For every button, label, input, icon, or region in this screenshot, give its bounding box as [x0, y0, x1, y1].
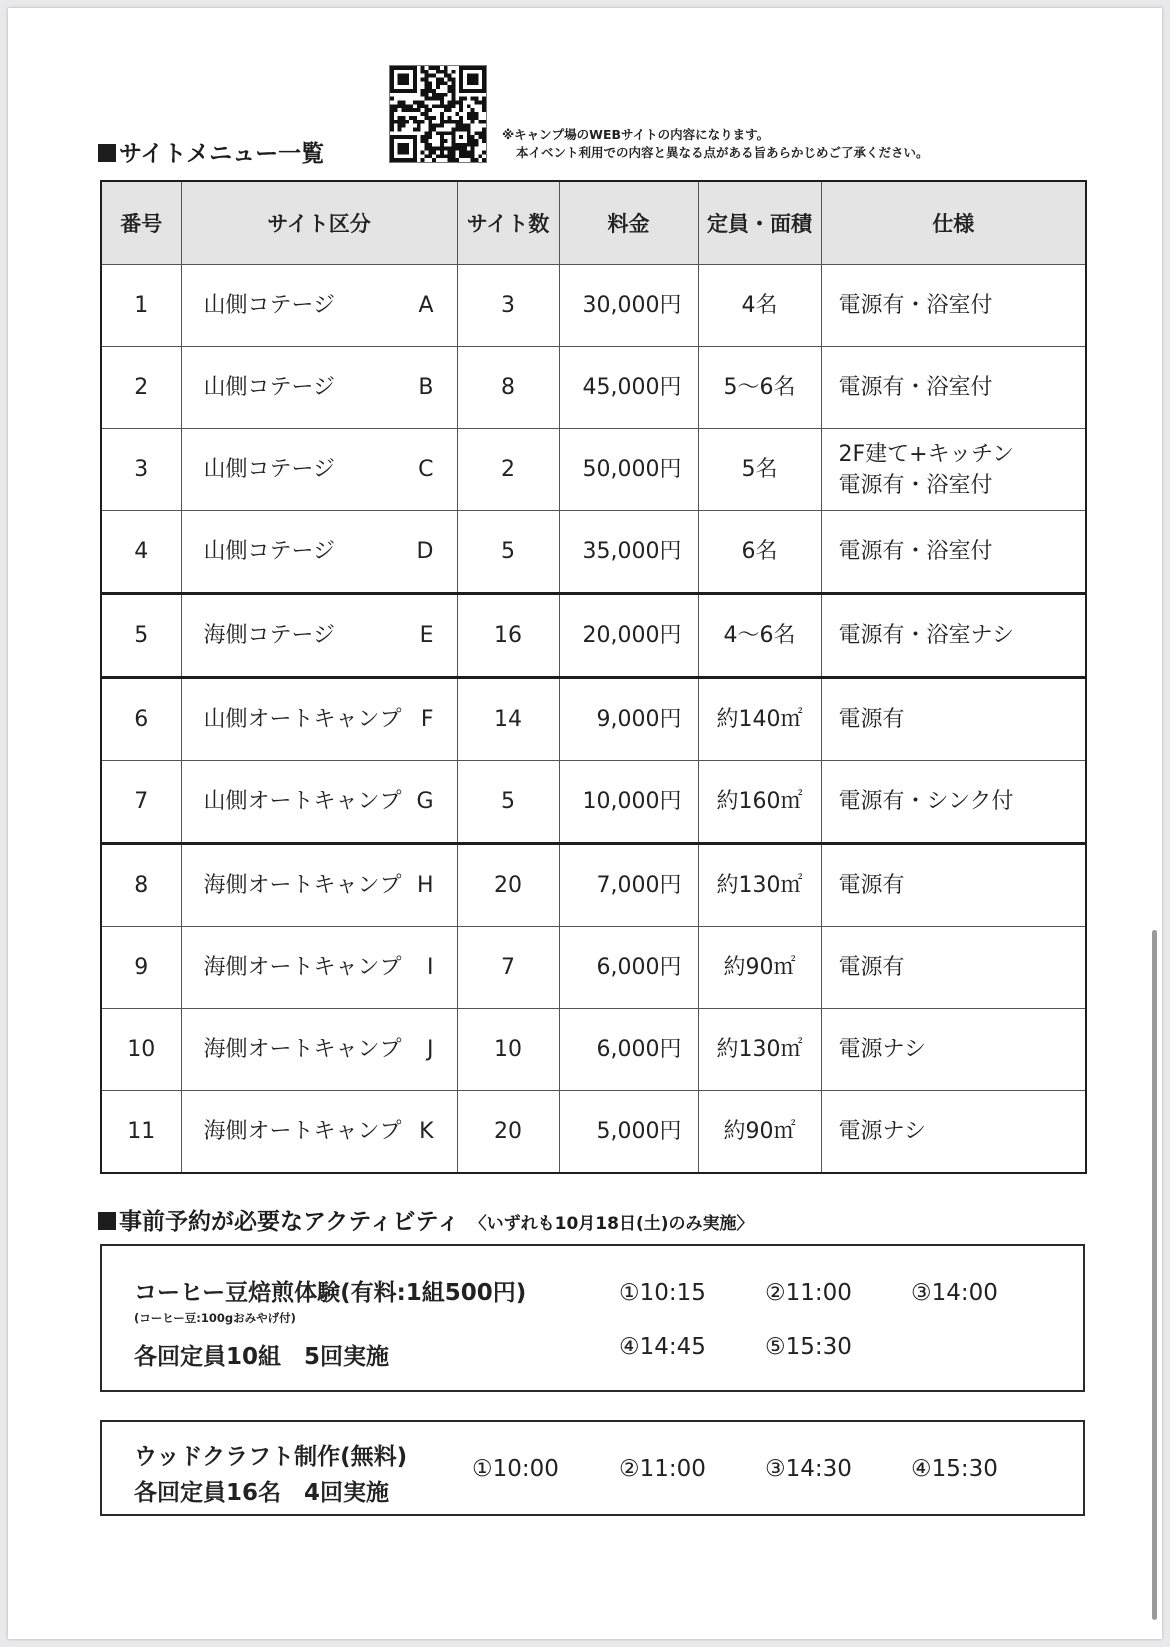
category-name: 山側オートキャンプ [203, 789, 402, 814]
cell-site-category [181, 1091, 457, 1174]
cell-site-category [181, 844, 457, 927]
header-site-category: サイト区分 [181, 181, 457, 265]
category-name: 海側オートキャンプ [203, 1119, 402, 1144]
table-row [101, 429, 1086, 511]
cell-spec [821, 1009, 1086, 1091]
table-row [101, 844, 1086, 927]
cell-spec [821, 1091, 1086, 1174]
cell-number: 10 [101, 1009, 181, 1091]
activities-heading: 事前予約が必要なアクティビティ 〈いずれも10月18日(土)のみ実施〉 [98, 1203, 754, 1236]
table-header-row [101, 181, 1086, 265]
table-row [101, 927, 1086, 1009]
coffee-activity-name: コーヒー豆焙煎体験(有料:1組500円) [134, 1280, 527, 1306]
category-letter: B [418, 375, 434, 400]
cell-number: 9 [101, 927, 181, 1009]
cell-price: 50,000円 [559, 429, 698, 511]
cell-number: 8 [101, 844, 181, 927]
cell-site-category [181, 511, 457, 594]
cell-spec [821, 678, 1086, 761]
time-slot: ⑤15:30 [765, 1334, 852, 1360]
cell-capacity: 5〜6名 [698, 347, 821, 429]
cell-site-count: 5 [457, 761, 559, 844]
spec-line: 電源有・浴室付 [838, 375, 993, 400]
category-letter: A [418, 293, 434, 318]
time-slot: ④15:30 [911, 1456, 998, 1482]
spec-line: 電源ナシ [838, 1119, 927, 1144]
cell-capacity: 約90㎡ [698, 927, 821, 1009]
cell-site-count: 20 [457, 844, 559, 927]
cell-site-count: 10 [457, 1009, 559, 1091]
cell-price: 20,000円 [559, 594, 698, 678]
spec-line: 電源有・シンク付 [838, 789, 1014, 814]
table-row [101, 511, 1086, 594]
cell-price: 7,000円 [559, 844, 698, 927]
coffee-roasting-activity [100, 1244, 1085, 1392]
spec-line: 電源有 [838, 873, 905, 898]
category-letter: C [418, 457, 434, 482]
category-name: 山側コテージ [203, 375, 336, 400]
table-row [101, 347, 1086, 429]
cell-spec [821, 265, 1086, 347]
cell-price: 9,000円 [559, 678, 698, 761]
document-page [8, 8, 1162, 1639]
header-number: 番号 [101, 181, 181, 265]
category-name: 山側コテージ [203, 539, 336, 564]
spec-line: 電源有・浴室ナシ [838, 623, 1015, 648]
cell-price: 35,000円 [559, 511, 698, 594]
cell-capacity: 約90㎡ [698, 1091, 821, 1174]
category-letter: K [419, 1119, 434, 1144]
category-name: 山側コテージ [203, 293, 336, 318]
table-row [101, 678, 1086, 761]
cell-spec [821, 844, 1086, 927]
cell-price: 6,000円 [559, 1009, 698, 1091]
category-name: 山側コテージ [203, 457, 336, 482]
cell-spec [821, 429, 1086, 511]
cell-site-category [181, 927, 457, 1009]
time-slot: ④14:45 [619, 1334, 706, 1360]
table-row [101, 1091, 1086, 1174]
spec-line: 2F建て+キッチン [838, 441, 1015, 467]
scrollbar[interactable] [1152, 930, 1157, 1620]
cell-site-category [181, 265, 457, 347]
table-row [101, 594, 1086, 678]
woodcraft-activity [100, 1420, 1085, 1516]
cell-site-category [181, 594, 457, 678]
coffee-activity-capacity: 各回定員10組 5回実施 [134, 1344, 390, 1370]
header-capacity: 定員・面積 [698, 181, 821, 265]
spec-line: 電源有 [838, 955, 905, 980]
cell-site-count: 7 [457, 927, 559, 1009]
cell-number: 5 [101, 594, 181, 678]
cell-price: 45,000円 [559, 347, 698, 429]
cell-capacity: 4〜6名 [698, 594, 821, 678]
spec-line-2: 電源有・浴室付 [838, 472, 993, 498]
cell-site-count: 20 [457, 1091, 559, 1174]
category-name: 海側オートキャンプ [203, 955, 402, 980]
cell-capacity: 約140㎡ [698, 678, 821, 761]
spec-line: 電源有 [838, 707, 905, 732]
cell-site-count: 8 [457, 347, 559, 429]
category-letter: F [420, 707, 434, 732]
cell-site-category [181, 761, 457, 844]
table-row [101, 1009, 1086, 1091]
category-letter: H [416, 873, 434, 898]
category-letter: E [419, 623, 434, 648]
cell-spec [821, 594, 1086, 678]
category-letter: I [427, 955, 434, 980]
header-spec: 仕様 [821, 181, 1086, 265]
cell-price: 10,000円 [559, 761, 698, 844]
woodcraft-activity-capacity: 各回定員16名 4回実施 [134, 1480, 390, 1506]
time-slot: ②11:00 [765, 1280, 852, 1306]
cell-capacity: 5名 [698, 429, 821, 511]
category-name: 海側コテージ [203, 623, 336, 648]
square-bullet-icon [98, 144, 116, 162]
spec-line: 電源有・浴室付 [838, 293, 993, 318]
cell-site-category [181, 1009, 457, 1091]
cell-spec [821, 347, 1086, 429]
cell-capacity: 約130㎡ [698, 844, 821, 927]
category-letter: J [427, 1037, 434, 1062]
cell-price: 30,000円 [559, 265, 698, 347]
cell-number: 4 [101, 511, 181, 594]
cell-price: 6,000円 [559, 927, 698, 1009]
time-slot: ①10:00 [472, 1456, 559, 1482]
spec-line: 電源有・浴室付 [838, 539, 993, 564]
cell-spec [821, 511, 1086, 594]
table-row [101, 265, 1086, 347]
activities-date-note: 〈いずれも10月18日(土)のみ実施〉 [469, 1214, 754, 1234]
category-name: 山側オートキャンプ [203, 707, 402, 732]
site-menu-table [100, 180, 1087, 1174]
header-price: 料金 [559, 181, 698, 265]
woodcraft-activity-name: ウッドクラフト制作(無料) [134, 1444, 408, 1470]
cell-number: 7 [101, 761, 181, 844]
table-row [101, 761, 1086, 844]
coffee-activity-note: (コーヒー豆:100gおみやげ付) [134, 1311, 296, 1325]
cell-spec [821, 927, 1086, 1009]
category-letter: G [416, 789, 434, 814]
cell-site-count: 2 [457, 429, 559, 511]
time-slot: ①10:15 [619, 1280, 706, 1306]
cell-number: 3 [101, 429, 181, 511]
cell-number: 6 [101, 678, 181, 761]
cell-site-category [181, 429, 457, 511]
header-site-count: サイト数 [457, 181, 559, 265]
square-bullet-icon [98, 1212, 116, 1230]
cell-price: 5,000円 [559, 1091, 698, 1174]
category-name: 海側オートキャンプ [203, 873, 402, 898]
cell-spec [821, 761, 1086, 844]
cell-site-category [181, 347, 457, 429]
cell-number: 1 [101, 265, 181, 347]
category-letter: D [416, 539, 434, 564]
cell-capacity: 約160㎡ [698, 761, 821, 844]
cell-capacity: 4名 [698, 265, 821, 347]
cell-number: 11 [101, 1091, 181, 1174]
time-slot: ③14:30 [765, 1456, 852, 1482]
cell-site-count: 5 [457, 511, 559, 594]
note-line-1: ※キャンプ場のWEBサイトの内容になります。 [502, 127, 770, 142]
cell-capacity: 6名 [698, 511, 821, 594]
time-slot: ②11:00 [619, 1456, 706, 1482]
website-note [502, 126, 929, 162]
cell-site-count: 16 [457, 594, 559, 678]
spec-line: 電源ナシ [838, 1037, 927, 1062]
category-name: 海側オートキャンプ [203, 1037, 402, 1062]
cell-site-category [181, 678, 457, 761]
cell-site-count: 3 [457, 265, 559, 347]
site-menu-heading: サイトメニュー一覧 [98, 135, 324, 168]
cell-number: 2 [101, 347, 181, 429]
cell-capacity: 約130㎡ [698, 1009, 821, 1091]
note-line-2: 本イベント利用での内容と異なる点がある旨あらかじめご了承ください。 [516, 145, 929, 160]
cell-site-count: 14 [457, 678, 559, 761]
qr-code-icon[interactable] [389, 65, 487, 163]
time-slot: ③14:00 [911, 1280, 998, 1306]
